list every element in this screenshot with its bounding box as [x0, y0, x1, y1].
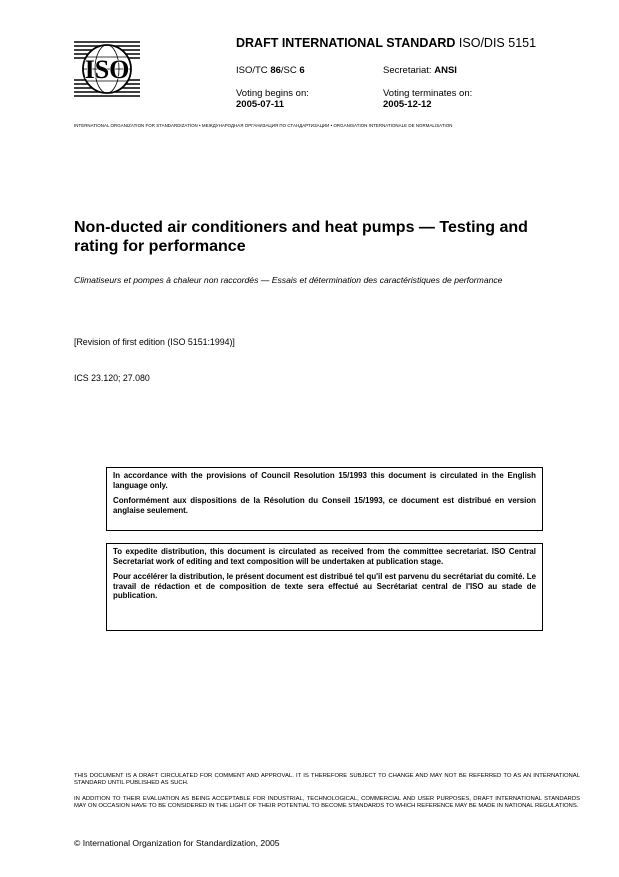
organization-line: INTERNATIONAL ORGANIZATION FOR STANDARDIZATION • МЕЖДУНАРОДНАЯ ОРГАНИЗАЦИЯ ПО СТАНДАРТИЗАЦИИ • ORGANISATION INTERNATIONALE DE NORMALISATION — [74, 123, 453, 128]
copyright-notice: © International Organization for Standardization, 2005 — [74, 838, 280, 848]
draft-label: DRAFT INTERNATIONAL STANDARD — [236, 36, 456, 50]
language-notice-box — [106, 467, 543, 531]
svg-text:ISO: ISO — [84, 55, 130, 84]
regulation-disclaimer: IN ADDITION TO THEIR EVALUATION AS BEING ACCEPTABLE FOR INDUSTRIAL, TECHNOLOGICAL, COMMERCIAL AND USER PURPOSES, DRAFT INTERNATIONAL STANDARDS MAY ON OCCASION HAVE TO BE CONSIDERED IN THE LIGHT OF THEIR POTENTIAL TO BECOME STANDARDS TO WHICH REFERENCE MAY BE MADE IN NATIONAL REGULATIONS. — [74, 796, 580, 810]
committee — [236, 65, 305, 76]
voting-begins-date: 2005-07-11 — [236, 99, 285, 110]
voting-terminates — [383, 88, 472, 110]
ics-codes: ICS 23.120; 27.080 — [74, 373, 150, 383]
title-french: Climatiseurs et pompes à chaleur non raccordés — Essais et détermination des caractéristiques de performance — [74, 275, 503, 285]
committee-prefix: ISO/TC — [236, 65, 271, 76]
revision-note: [Revision of first edition (ISO 5151:1994)] — [74, 337, 235, 347]
voting-begins-label: Voting begins on: — [236, 88, 309, 99]
language-notice-english: In accordance with the provisions of Council Resolution 15/1993 this document is circulated in the English language only. — [113, 471, 536, 490]
sc-prefix: /SC — [280, 65, 300, 76]
distribution-notice-french: Pour accélérer la distribution, le présent document est distribué tel qu'il est parvenu du secrétariat du comité. Le travail de rédaction et de composition de texte sera effectué au Secrétariat central de l'ISO au stade de publication. — [113, 572, 536, 601]
iso-logo — [74, 40, 140, 98]
distribution-notice-box — [106, 543, 543, 631]
iso-logo-graphic — [74, 40, 140, 98]
voting-terminates-label: Voting terminates on: — [383, 88, 473, 99]
secretariat-label: Secretariat: — [383, 65, 435, 76]
sc-number: 6 — [299, 65, 305, 76]
title-english: Non-ducted air conditioners and heat pumps — Testing and rating for performance — [74, 219, 528, 255]
document-number: ISO/DIS 5151 — [458, 36, 537, 50]
draft-disclaimer: THIS DOCUMENT IS A DRAFT CIRCULATED FOR COMMENT AND APPROVAL. IT IS THEREFORE SUBJECT TO CHANGE AND MAY NOT BE REFERRED TO AS AN INTERNATIONAL STANDARD UNTIL PUBLISHED AS SUCH. — [74, 773, 580, 787]
voting-begins — [236, 88, 309, 110]
voting-terminates-date: 2005-12-12 — [383, 99, 432, 110]
document-header — [236, 36, 536, 50]
tc-number: 86 — [270, 65, 281, 76]
secretariat — [383, 65, 457, 76]
language-notice-french: Conformément aux dispositions de la Résolution du Conseil 15/1993, ce document est distribué en version anglaise seulement. — [113, 496, 536, 515]
secretariat-value: ANSI — [434, 65, 457, 76]
distribution-notice-english: To expedite distribution, this document is circulated as received from the committee secretariat. ISO Central Secretariat work of editing and text composition will be undertaken at publication stage. — [113, 547, 536, 566]
